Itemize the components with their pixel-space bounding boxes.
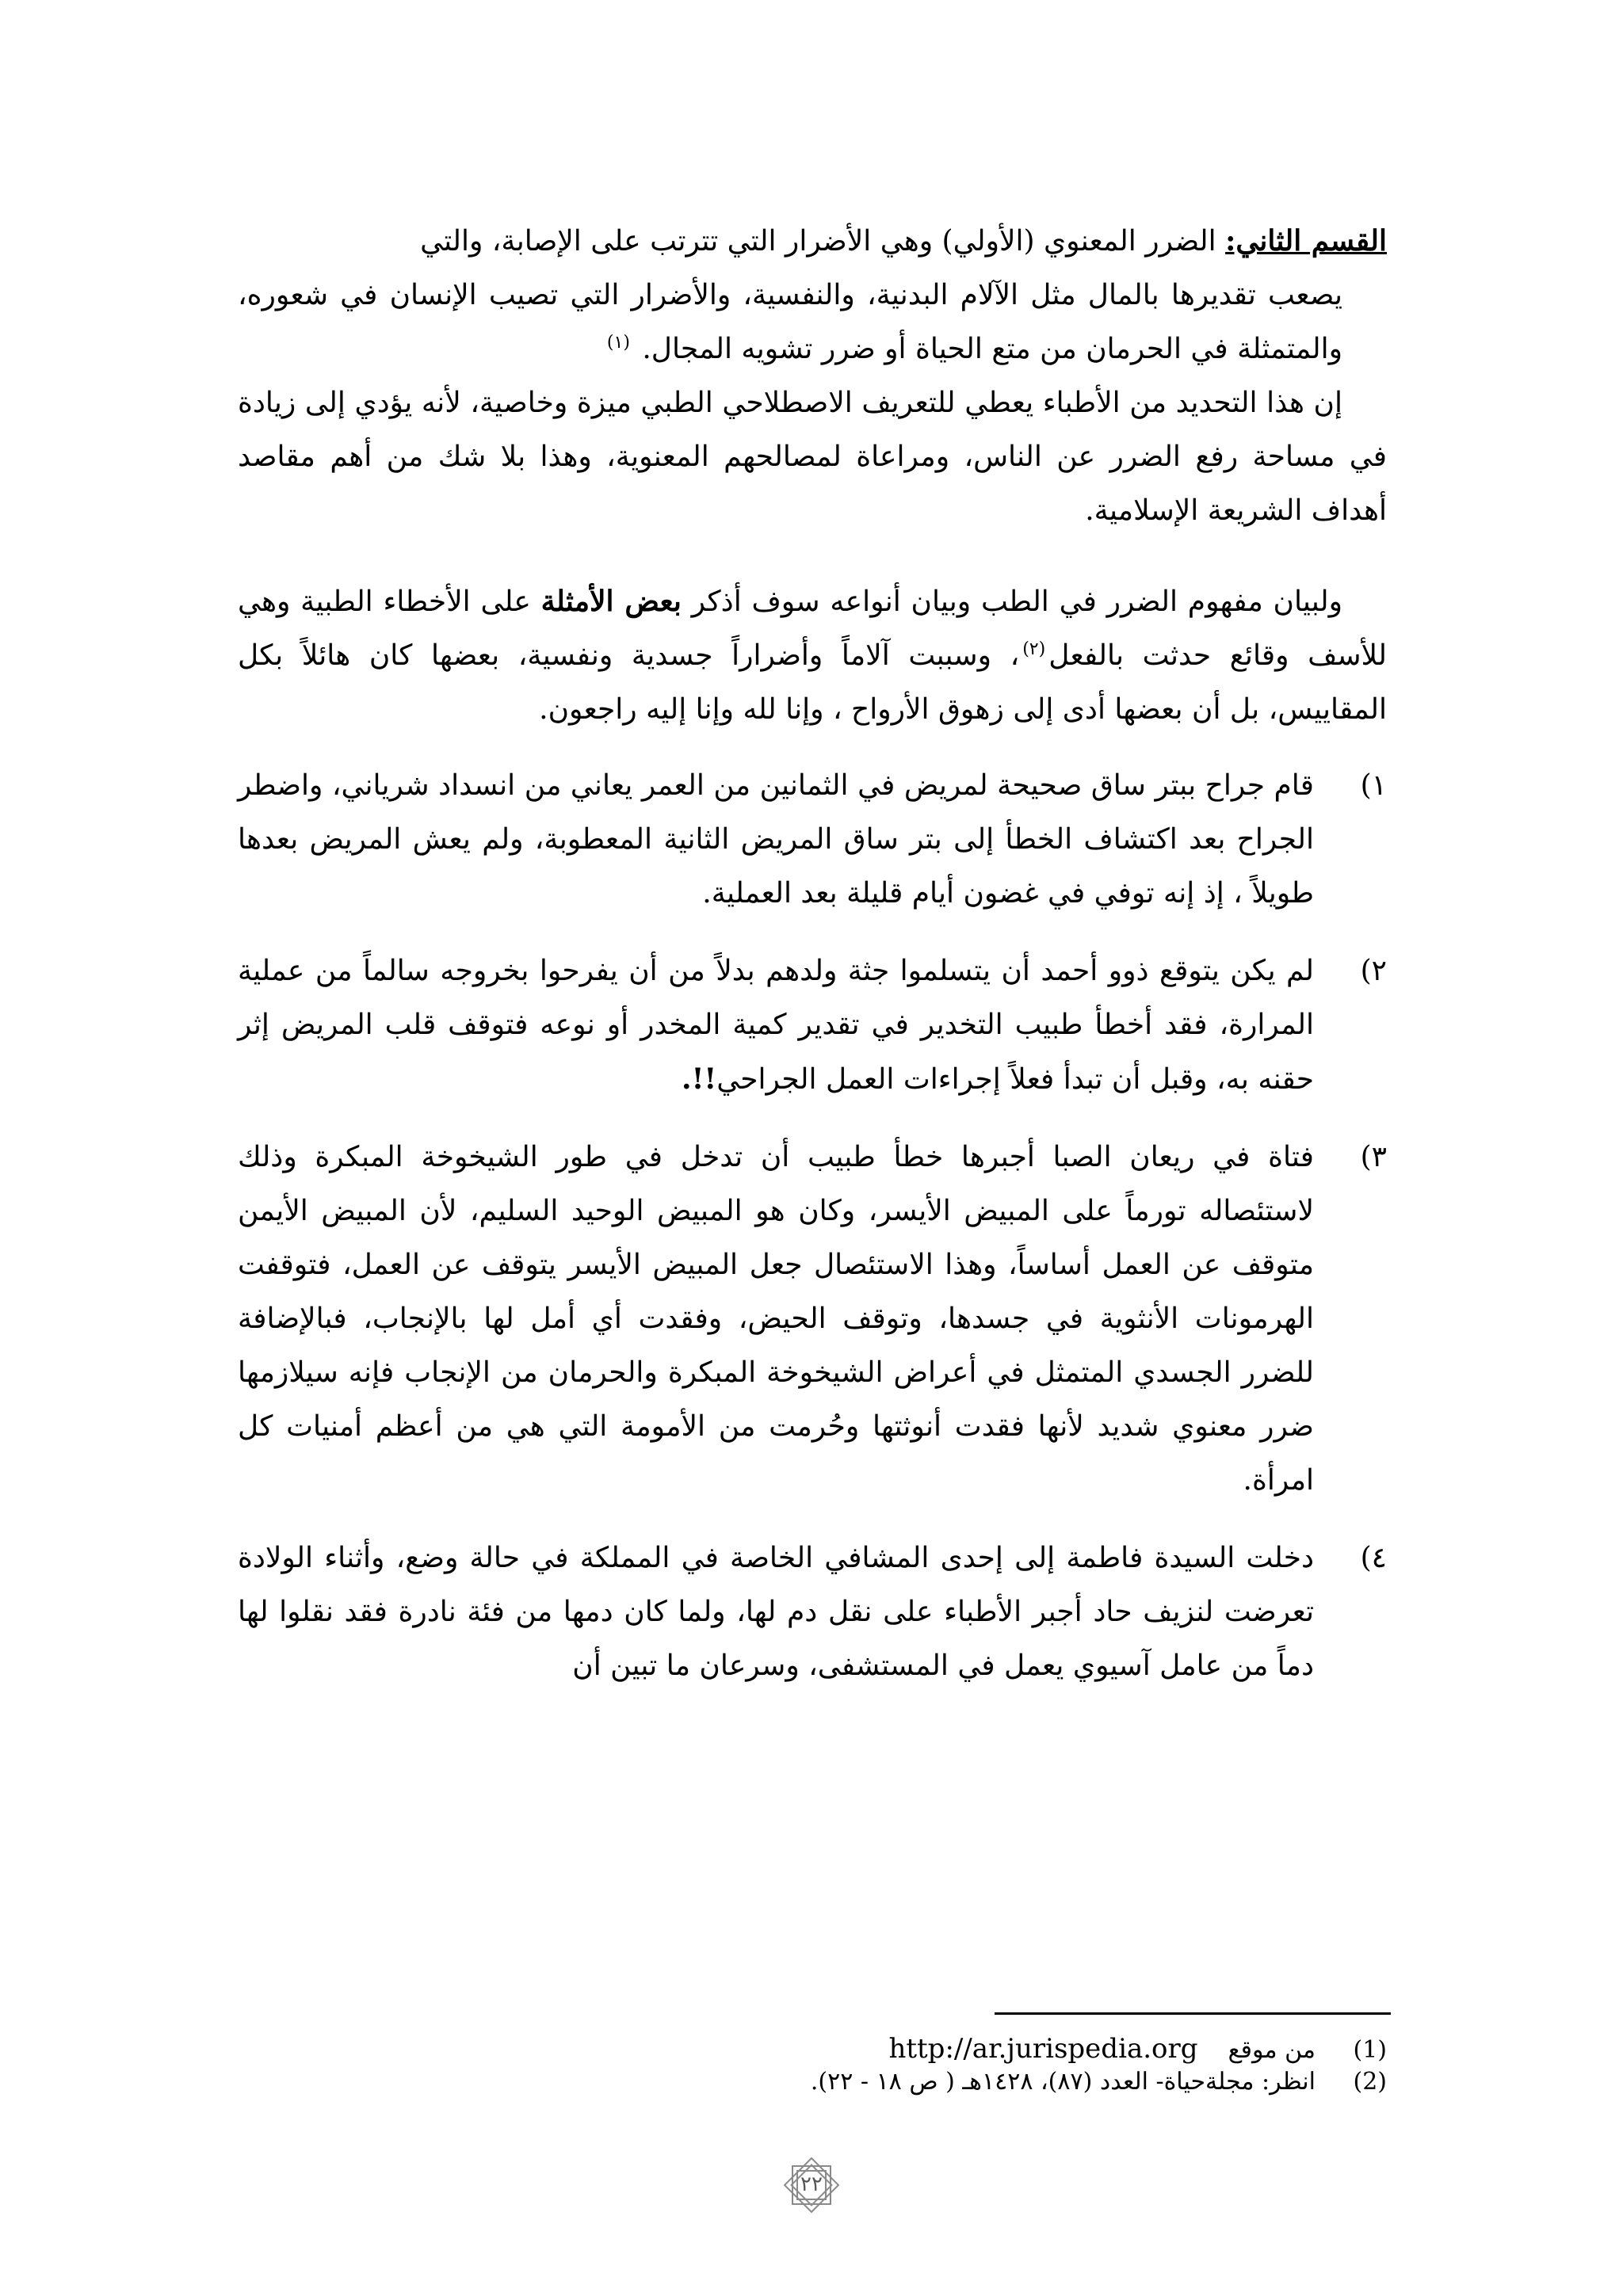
footnote-2: [555, 2066, 1387, 2098]
footnote-ref-1: (١): [606, 333, 630, 353]
footnote-separator: [995, 2012, 1391, 2015]
footnote-1: [555, 2033, 1387, 2066]
list-item-number: ٣): [1360, 1141, 1387, 1173]
list-item-text: فتاة في ريعان الصبا أجبرها خطأ طبيب أن تدخل في طور الشيخوخة المبكرة وذلك لاستئصاله تورماً على المبيض الأيسر، وكان هو المبيض الوحيد السليم، لأن المبيض الأيمن متوقف عن العمل أساساً، وهذا الاستئصال جعل المبيض الأيسر يتوقف عن العمل، فتوقفت الهرمونات الأنثوية في جسدها، وتوقف الحيض، وفقدت أي أمل لها بالإنجاب، فبالإضافة للضرر الجسدي المتمثل في أعراض الشيخوخة المبكرة والحرمان من الإنجاب فإنه سيلازمها ضرر معنوي شديد لأنها فقدت أنوثتها وحُرمت من الأمومة التي هي من أعظم أمنيات كل امرأة.: [238, 1141, 1314, 1497]
list-item-text: قام جراح ببتر ساق صحيحة لمريض في الثمانين من العمر يعاني من انسداد شرياني، واضطر الجراح بعد اكتشاف الخطأ إلى بتر ساق المريض الثانية المعطوبة، ولم يعش المريض بعدها طويلاً ، إذ إنه توفي في غضون أيام قليلة بعد العملية.: [238, 769, 1314, 910]
body-text: [238, 214, 1387, 1717]
footnote-ref-2: (٢): [1022, 639, 1046, 659]
section-two-continuation: [238, 269, 1387, 376]
section-two-cont-text: يصعب تقديرها بالمال مثل الآلام البدنية، والنفسية، والأضرار التي تصيب الإنسان في شعوره، والمتمثلة في الحرمان من متع الحياة أو ضرر تشويه المجال.: [238, 279, 1342, 365]
footnotes: [555, 2033, 1387, 2098]
list-item-bold-mark: !!.: [682, 1062, 717, 1096]
list-item-number: ٢): [1360, 955, 1387, 987]
section-two-label: القسم الثاني:: [1225, 224, 1387, 257]
list-item-number: ١): [1360, 769, 1387, 802]
footnote-number: (2): [1353, 2068, 1387, 2096]
section-two-first-line: الضرر المعنوي (الأولي) وهي الأضرار التي تترتب على الإصابة، والتي: [420, 225, 1226, 257]
section-two-paragraph: [238, 214, 1387, 269]
footnote-text: [888, 2033, 1331, 2066]
list-item: [238, 759, 1387, 921]
examples-list: [238, 759, 1387, 1693]
list-item: [238, 1531, 1387, 1693]
page-number-ornament: [780, 2153, 843, 2217]
intro-text-c: ، وسببت آلاماً وأضراراً جسدية ونفسية، بعضها كان هائلاً بكل المقاييس، بل أن بعضها أدى إلى زهوق الأرواح ، وإنا لله وإنا إليه راجعون.: [238, 639, 1387, 726]
list-item-text: لم يكن يتوقع ذوو أحمد أن يتسلموا جثة ولدهم بدلاً من أن يفرحوا بخروجه سالماً من عملية المرارة، فقد أخطأ طبيب التخدير في تقدير كمية المخدر أو نوعه فتوقف قلب المريض إثر حقنه به، وقبل أن تبدأ فعلاً إجراءات العمل الجراحي: [238, 955, 1314, 1096]
footnote-text: انظر: مجلةحياة- العدد (٨٧)، ١٤٢٨هـ ( ص ١٨ - ٢٢).: [810, 2068, 1316, 2096]
footnote-prefix: من موقع: [1228, 2036, 1316, 2064]
intro-text-b: على الأخطاء الطبية وهي للأسف وقائع حدثت بالفعل: [238, 585, 1387, 672]
list-item-text: دخلت السيدة فاطمة إلى إحدى المشافي الخاصة في المملكة في حالة وضع، وأثناء الولادة تعرضت لنزيف حاد أجبر الأطباء على نقل دم لها، ولما كان دمها من فئة نادرة فقد نقلوا لها دماً من عامل آسيوي يعمل في المستشفى، وسرعان ما تبين أن: [238, 1542, 1314, 1682]
list-item: [238, 1131, 1387, 1508]
page-number: ٢٢: [800, 2172, 823, 2196]
intro-bold-text: بعض الأمثلة: [540, 585, 682, 618]
paragraph-gap: [238, 538, 1387, 574]
footnote-number: (1): [1353, 2036, 1387, 2064]
footnote-url: http://ar.jurispedia.org: [888, 2033, 1198, 2065]
list-item-number: ٤): [1360, 1542, 1387, 1574]
list-item: [238, 944, 1387, 1107]
paragraph-examples-intro: [238, 574, 1387, 737]
intro-text-a: ولبيان مفهوم الضرر في الطب وبيان أنواعه سوف أذكر: [681, 585, 1343, 618]
paragraph-definition: إن هذا التحديد من الأطباء يعطي للتعريف الاصطلاحي الطبي ميزة وخاصية، لأنه يؤدي إلى زيادة في مساحة رفع الضرر عن الناس، ومراعاة لمصالحهم المعنوية، وهذا بلا شك من أهم مقاصد أهداف الشريعة الإسلامية.: [238, 387, 1387, 527]
